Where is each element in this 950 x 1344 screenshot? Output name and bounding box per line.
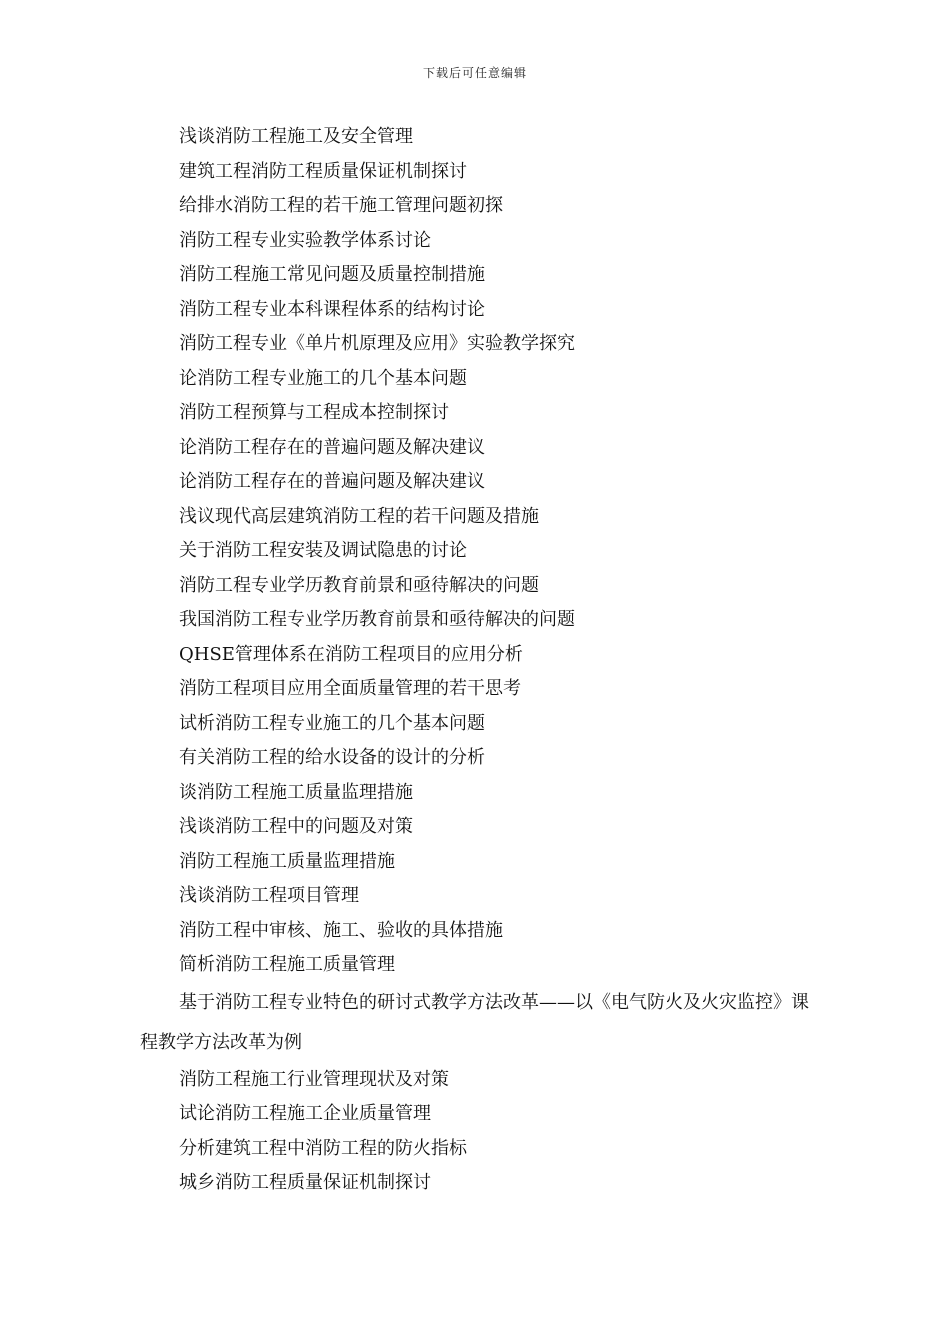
list-item: 试析消防工程专业施工的几个基本问题	[179, 712, 485, 734]
list-item: 浅谈消防工程中的问题及对策	[179, 816, 413, 837]
list-item: 消防工程施工行业管理现状及对策	[179, 1068, 449, 1090]
page-header: 下载后可任意编辑	[422, 66, 527, 80]
list-item: 我国消防工程专业学历教育前景和亟待解决的问题	[179, 609, 575, 630]
list-item: 浅议现代高层建筑消防工程的若干问题及措施	[179, 505, 539, 527]
list-item: 消防工程预算与工程成本控制探讨	[179, 402, 449, 423]
list-item: 消防工程专业《单片机原理及应用》实验教学探究	[179, 333, 575, 354]
list-item: 消防工程中审核、施工、验收的具体措施	[179, 919, 503, 941]
list-item: 消防工程专业学历教育前景和亟待解决的问题	[179, 574, 539, 596]
document-body	[140, 120, 820, 1201]
list-item: 论消防工程存在的普遍问题及解决建议	[179, 436, 485, 458]
list-item: 论消防工程存在的普遍问题及解决建议	[179, 471, 485, 492]
list-item: 消防工程施工常见问题及质量控制措施	[179, 264, 485, 285]
list-item: 有关消防工程的给水设备的设计的分析	[179, 747, 485, 768]
list-item: 基于消防工程专业特色的研讨式教学方法改革——以《电气防火及火灾监控》课程教学方法改革为例	[140, 991, 809, 1053]
list-item: 试论消防工程施工企业质量管理	[179, 1103, 431, 1124]
list-item: 消防工程施工质量监理措施	[179, 850, 395, 872]
list-item: 消防工程项目应用全面质量管理的若干思考	[179, 678, 521, 699]
list-item: 论消防工程专业施工的几个基本问题	[179, 367, 467, 389]
list-item: 浅谈消防工程施工及安全管理	[179, 126, 413, 147]
list-item: 谈消防工程施工质量监理措施	[179, 781, 413, 803]
list-item: 消防工程专业本科课程体系的结构讨论	[179, 298, 485, 320]
list-item: 浅谈消防工程项目管理	[179, 885, 359, 906]
list-item: 关于消防工程安装及调试隐患的讨论	[179, 540, 467, 561]
list-item: 建筑工程消防工程质量保证机制探讨	[179, 160, 467, 182]
list-item: 给排水消防工程的若干施工管理问题初探	[179, 195, 503, 216]
list-item: 城乡消防工程质量保证机制探讨	[179, 1172, 431, 1193]
list-item: 分析建筑工程中消防工程的防火指标	[179, 1137, 467, 1159]
list-item: 简析消防工程施工质量管理	[179, 954, 395, 975]
list-item: 消防工程专业实验教学体系讨论	[179, 229, 431, 251]
list-item: QHSE管理体系在消防工程项目的应用分析	[179, 643, 523, 665]
